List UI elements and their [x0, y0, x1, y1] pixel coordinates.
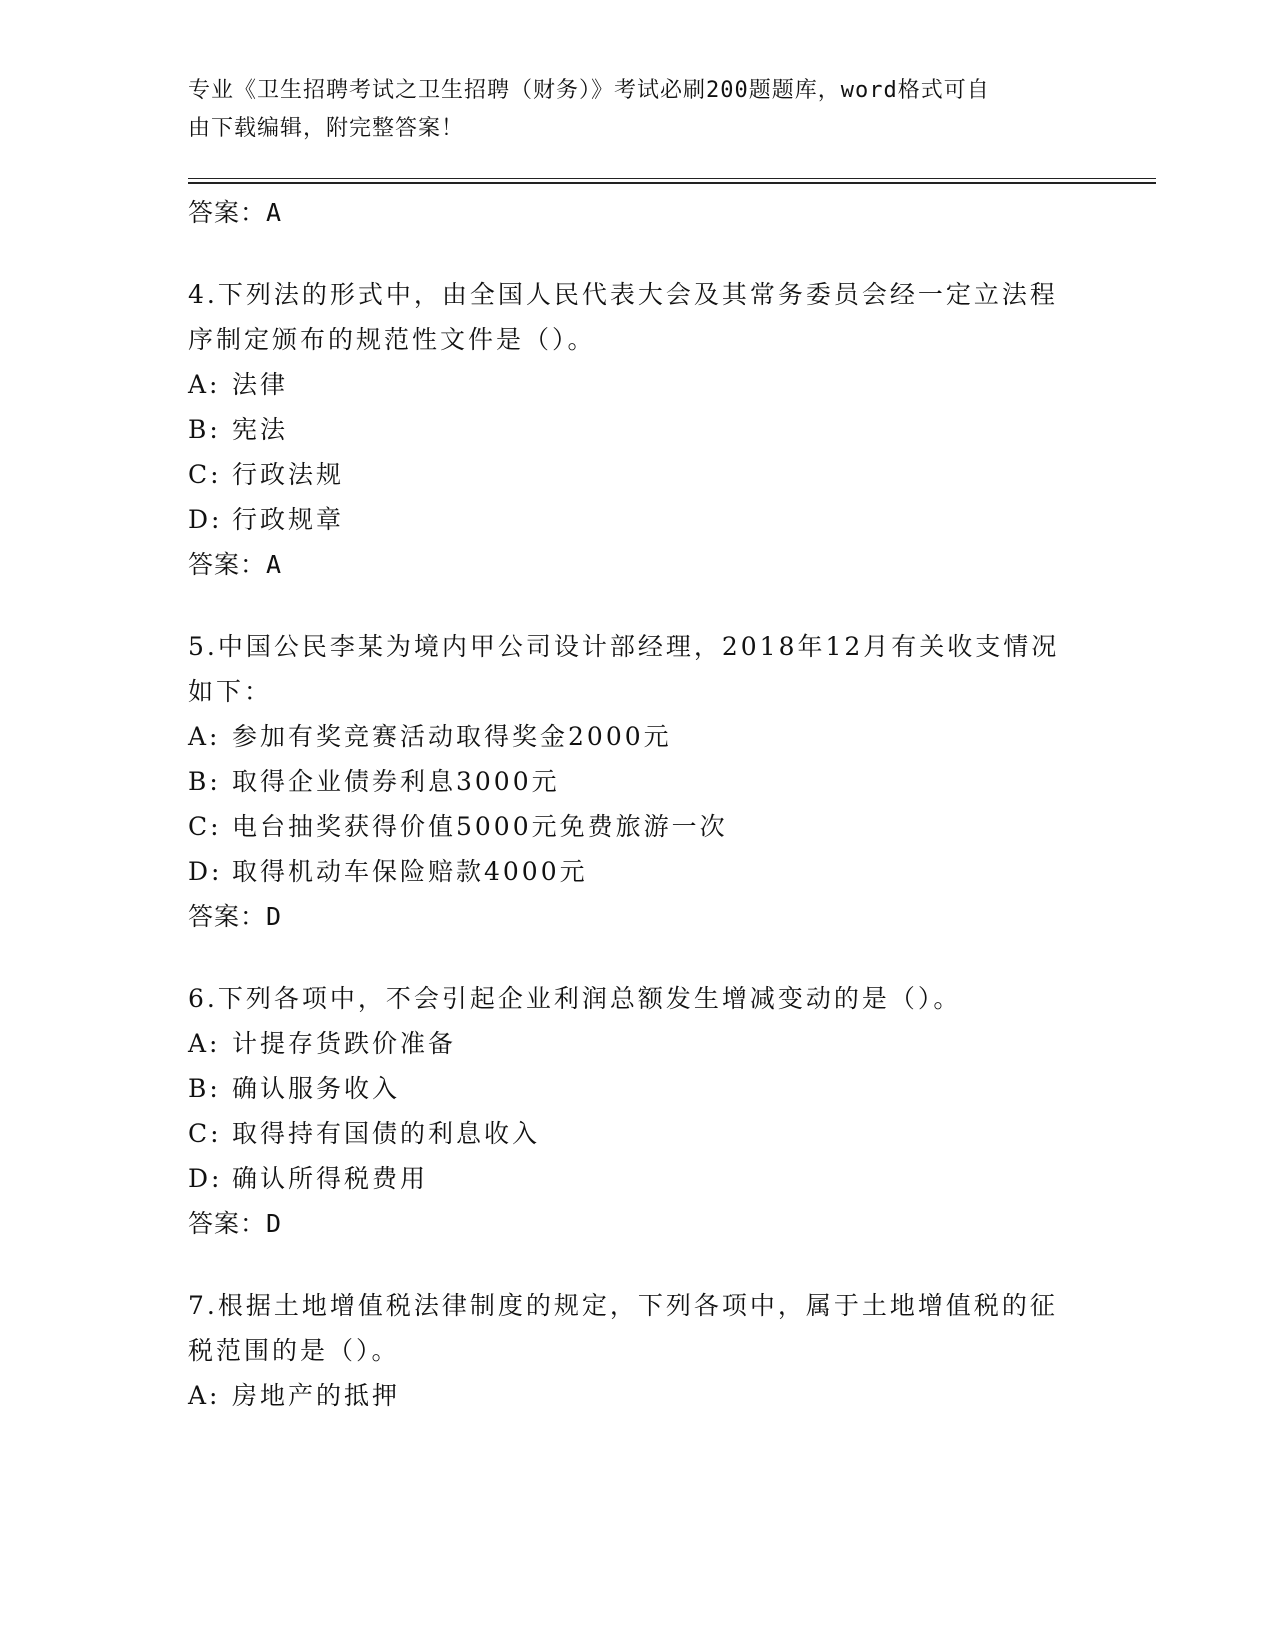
option-label: A:: [188, 722, 221, 751]
option-text: 取得企业债券利息3000元: [232, 767, 560, 796]
option-b: [188, 1066, 1088, 1111]
option-label: B:: [188, 1074, 221, 1103]
option-a: [188, 714, 1088, 759]
question-7: [188, 1283, 1088, 1418]
answer-line: 答案：A: [188, 198, 283, 227]
option-text: 确认所得税费用: [232, 1164, 429, 1193]
option-text: 行政法规: [232, 460, 345, 489]
option-a: [188, 1021, 1088, 1066]
question-5: [188, 624, 1088, 940]
document-header: [188, 72, 1068, 148]
option-label: D:: [188, 1164, 223, 1193]
option-label: B:: [188, 767, 221, 796]
option-text: 取得持有国债的利息收入: [232, 1119, 541, 1148]
question-stem: 6.下列各项中，不会引起企业利润总额发生增减变动的是（）。: [188, 984, 962, 1013]
option-text: 计提存货跌价准备: [232, 1029, 457, 1058]
option-text: 行政规章: [232, 505, 345, 534]
header-divider-thin: [188, 178, 1156, 179]
option-text: 取得机动车保险赔款4000元: [232, 857, 588, 886]
option-label: B:: [188, 415, 221, 444]
option-text: 法律: [232, 370, 289, 399]
questions-content: [188, 190, 1088, 1454]
option-c: [188, 1111, 1088, 1156]
question-stem: 7.根据土地增值税法律制度的规定，下列各项中，属于土地增值税的征税范围的是（）。: [188, 1291, 1058, 1365]
option-a: [188, 1373, 1088, 1418]
option-label: D:: [188, 505, 223, 534]
option-text: 房地产的抵押: [232, 1381, 401, 1410]
option-text: 电台抽奖获得价值5000元免费旅游一次: [232, 812, 728, 841]
option-d: [188, 849, 1088, 894]
option-label: C:: [188, 460, 222, 489]
question-6: [188, 976, 1088, 1247]
question-stem: 5.中国公民李某为境内甲公司设计部经理，2018年12月有关收支情况如下：: [188, 632, 1060, 706]
header-line-2: 由下载编辑，附完整答案！: [188, 116, 465, 141]
option-text: 确认服务收入: [232, 1074, 401, 1103]
option-a: [188, 362, 1088, 407]
option-label: A:: [188, 1029, 221, 1058]
option-b: [188, 407, 1088, 452]
option-d: [188, 497, 1088, 542]
question-stem: 4.下列法的形式中，由全国人民代表大会及其常务委员会经一定立法程序制定颁布的规范性文件是（）。: [188, 280, 1058, 354]
option-c: [188, 804, 1088, 849]
option-b: [188, 759, 1088, 804]
question-4: [188, 272, 1088, 588]
option-text: 宪法: [232, 415, 289, 444]
option-d: [188, 1156, 1088, 1201]
header-divider-thick: [188, 182, 1156, 184]
answer-line: 答案：D: [188, 1209, 283, 1238]
option-label: D:: [188, 857, 223, 886]
option-label: A:: [188, 370, 221, 399]
option-label: C:: [188, 812, 222, 841]
header-line-1: 专业《卫生招聘考试之卫生招聘（财务）》考试必刷200题题库，word格式可自: [188, 78, 990, 103]
option-text: 参加有奖竞赛活动取得奖金2000元: [232, 722, 672, 751]
answer-line: 答案：A: [188, 550, 283, 579]
answer-line: 答案：D: [188, 902, 283, 931]
option-label: A:: [188, 1381, 221, 1410]
option-label: C:: [188, 1119, 222, 1148]
option-c: [188, 452, 1088, 497]
